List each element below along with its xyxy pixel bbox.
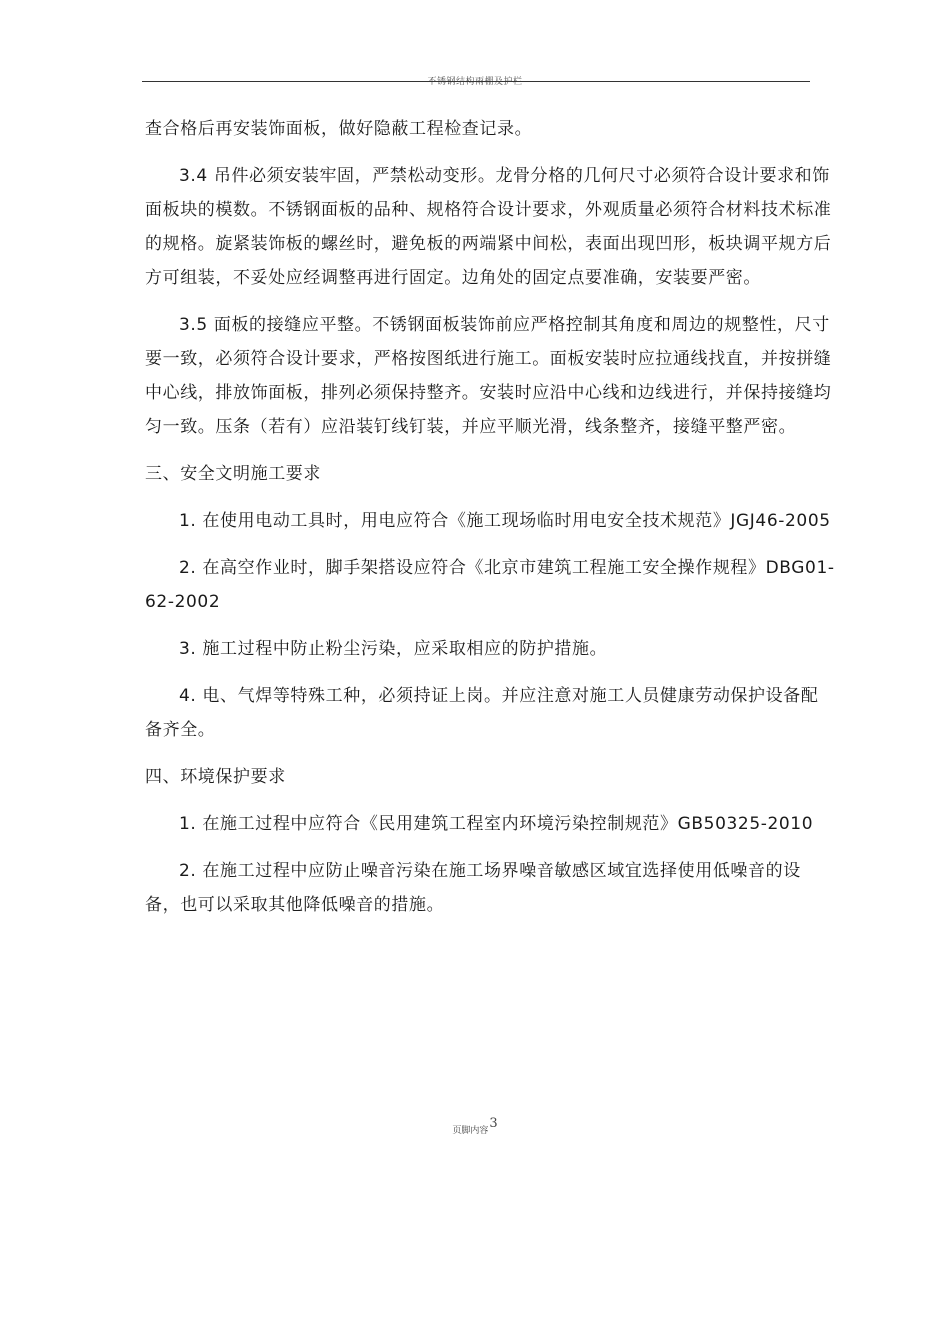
section-heading-environment: 四、环境保护要求 xyxy=(145,767,286,787)
safety-item-3: 3. 施工过程中防止粉尘污染，应采取相应的防护措施。 xyxy=(179,639,608,659)
safety-item-2: 2. 在高空作业时，脚手架搭设应符合《北京市建筑工程施工安全操作规程》DBG01-62-2002 xyxy=(145,558,835,612)
paragraph-3-5: 3.5 面板的接缝应平整。不锈钢面板装饰前应严格控制其角度和周边的规整性，尺寸要一致，必须符合设计要求，严格按图纸进行施工。面板安装时应拉通线找直，并按拼缝中心线，排放饰面板，排列必须保持整齐。安装时应沿中心线和边线进行，并保持接缝均匀一致。压条（若有）应沿装钉线钉装，并应平顺光滑，线条整齐，接缝平整严密。 xyxy=(145,315,832,437)
paragraph-continuation: 查合格后再安装饰面板，做好隐蔽工程检查记录。 xyxy=(145,119,533,139)
header-divider xyxy=(142,81,810,82)
page-footer xyxy=(0,1118,950,1137)
environment-item-1: 1. 在施工过程中应符合《民用建筑工程室内环境污染控制规范》GB50325-2010 xyxy=(179,814,814,834)
paragraph-3-4: 3.4 吊件必须安装牢固，严禁松动变形。龙骨分格的几何尺寸必须符合设计要求和饰面板块的模数。不锈钢面板的品种、规格符合设计要求，外观质量必须符合材料技术标准的规格。旋紧装饰板的螺丝时，避免板的两端紧中间松，表面出现凹形，板块调平规方后方可组装，不妥处应经调整再进行固定。边角处的固定点要准确，安装要严密。 xyxy=(145,166,832,288)
environment-item-2: 2. 在施工过程中应防止噪音污染在施工场界噪音敏感区域宜选择使用低噪音的设备，也可以采取其他降低噪音的措施。 xyxy=(145,861,801,915)
page-number: 3 xyxy=(489,1116,498,1131)
safety-item-4: 4. 电、气焊等特殊工种，必须持证上岗。并应注意对施工人员健康劳动保护设备配备齐全。 xyxy=(145,686,819,740)
footer-label: 页脚内容 xyxy=(452,1126,489,1136)
document-body xyxy=(145,112,835,935)
page-header-title: 不锈钢结构雨棚及护栏 xyxy=(427,77,523,87)
section-heading-safety: 三、安全文明施工要求 xyxy=(145,464,321,484)
safety-item-1: 1. 在使用电动工具时，用电应符合《施工现场临时用电安全技术规范》JGJ46-2005 xyxy=(179,511,831,531)
